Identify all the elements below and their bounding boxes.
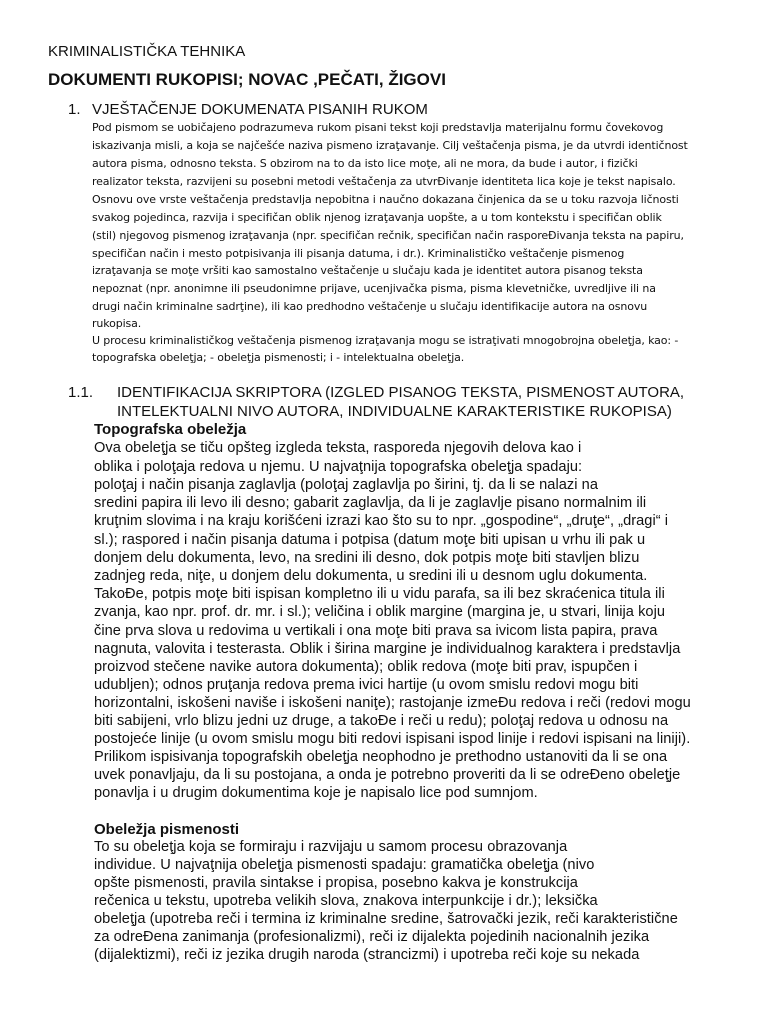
section-1-text-line: drugi način kriminalne sadrţine), ili kao predhodno veštačenje u slučaju identifikacije autora na osnovu	[92, 300, 648, 313]
section-1-text-line: topografska obeleţja; - obeleţja pismenosti; i - intelektualna obeleţja.	[92, 351, 465, 364]
topographic-heading: Topografska obeležja	[94, 421, 247, 438]
literacy-text-line: obeleţja (upotreba reči i termina iz kriminalne sredine, šatrovački jezik, reči karakteristične	[94, 911, 678, 927]
topographic-text-line: sl.); raspored i način pisanja datuma i potpisa (datum moţe biti upisan u vrhu ili pak u	[94, 532, 646, 548]
section-1-text-line: rukopisa.	[92, 317, 142, 330]
section-1-text-line: specifičan način i mesto potpisivanja ili pisanja datuma, i dr.). Kriminalističko veštačenje pismenog	[92, 247, 625, 260]
section-1-text-line: autora pisma, odnosno teksta. S obzirom na to da isto lice moţe, ali ne mora, da bude i autor, i fizički	[92, 157, 638, 170]
section-1-text-line: Osnovu ove vrste veštačenja predstavlja nepobitna i naučno dokazana činjenica da se u toku razvoja ličnosti	[92, 193, 679, 206]
section-1-text-line: iskazivanja misli, a koja se najčešće naziva pismeno izraţavanje. Cilj veštačenja pisma, je da utvrdi identičnost	[92, 139, 688, 152]
section-1-text-line: (stil) njegovog pismenog izraţavanja (npr. specifičan rečnik, specifičan način rasporeĐivanja teksta na papiru,	[92, 229, 684, 242]
section-1-1-title-line: INTELEKTUALNI NIVO AUTORA, INDIVIDUALNE KARAKTERISTIKE RUKOPISA)	[117, 403, 672, 420]
document-preheading: KRIMINALISTIČKA TEHNIKA	[48, 43, 246, 60]
section-1-text-line: realizator teksta, razvijeni su posebni metodi veštačenja za utvrĐivanje identiteta lica koje je tekst napisalo.	[92, 175, 676, 188]
literacy-text-line: individue. U najvaţnija obeleţja pismenosti spadaju: gramatička obeleţja (nivo	[94, 857, 595, 873]
topographic-text-line: sredini papira ili levo ili desno; gabarit zaglavlja, da li je zaglavlje pisano normalnim ili	[94, 495, 647, 511]
topographic-text-line: udubljen); odnos pruţanja redova prema ivici hartije (u ovom smislu redovi mogu biti	[94, 677, 639, 693]
section-1-1-number: 1.1.	[68, 384, 94, 401]
topographic-text-line: nagnuta, valovita i testerasta. Oblik i širina margine je individualnog karaktera i predstavlja	[94, 641, 681, 657]
section-1-text-line: nepoznat (npr. anonimne ili pseudonimne prijave, ucenjivačka pisma, pisma klevetničke, uvredljive ili na	[92, 282, 656, 295]
topographic-text-line: Prilikom ispisivanja topografskih obeleţja neophodno je prethodno ustanoviti da li se ona	[94, 749, 668, 765]
topographic-text-line: Ova obeleţja se tiču opšteg izgleda teksta, rasporeda njegovih delova kao i	[94, 440, 582, 456]
topographic-text-line: ponavlja i u drugim dokumentima koje je napisalo lice pod sumnjom.	[94, 785, 538, 801]
topographic-text-line: kruţnim slovima i na kraju korišćeni izrazi kao što su to npr. „gospodine“, „druţe“, „dragi“ i	[94, 513, 669, 529]
topographic-text-line: čine prva slova u redovima u vertikali i ona moţe biti prava sa ivicom lista papira, prava	[94, 623, 658, 639]
section-1-1-title-line: IDENTIFIKACIJA SKRIPTORA (IZGLED PISANOG TEKSTA, PISMENOST AUTORA,	[117, 384, 685, 401]
topographic-text-line: horizontalni, iskošeni naviše i iskošeni naniţe); rastojanje izmeĐu redova i reči (redovi mogu	[94, 695, 691, 711]
literacy-text-line: (dijalektizmi), reči iz jezika drugih naroda (strancizmi) i upotreba reči koje su nekada	[94, 947, 640, 963]
topographic-text-line: TakoĐe, potpis moţe biti ispisan kompletno ili u vidu parafa, sa ili bez skraćenica titula ili	[94, 586, 665, 602]
topographic-text-line: zvanja, kao npr. prof. dr. mr. i sl.); veličina i oblik margine (margina je, u stvari, linija koju	[94, 604, 666, 620]
topographic-text-line: zadnjeg reda, niţe, u donjem delu dokumenta, u sredini ili u desnom uglu dokumenta.	[94, 568, 648, 584]
topographic-text-line: oblika i poloţaja redova u njemu. U najvaţnija topografska obeleţja spadaju:	[94, 459, 583, 475]
section-1-title: VJEŠTAČENJE DOKUMENATA PISANIH RUKOM	[92, 101, 428, 118]
topographic-text-line: poloţaj i način pisanja zaglavlja (poloţaj zaglavlja po širini, tj. da li se nalazi na	[94, 477, 599, 493]
section-1-text-line: izraţavanja se moţe vršiti kao samostalno veštačenje u slučaju kada je identitet autora pisanog teksta	[92, 264, 643, 277]
document-title: DOKUMENTI RUKOPISI; NOVAC ,PEČATI, ŽIGOVI	[48, 70, 446, 89]
literacy-text-line: rečenica u tekstu, upotreba velikih slova, znakova interpunkcije i dr.); leksička	[94, 893, 598, 909]
section-1-text-line: U procesu kriminalističkog veštačenja pismenog izraţavanja mogu se istraţivati mnogobrojna obeleţja, kao: -	[92, 334, 679, 347]
section-1-text-line: Pod pismom se uobičajeno podrazumeva rukom pisani tekst koji predstavlja materijalnu formu čovekovog	[92, 121, 664, 134]
literacy-heading: Obeležja pismenosti	[94, 821, 240, 838]
topographic-text-line: postojeće linije (u ovom smislu mogu biti redovi ispisani ispod linije i redovi ispisani na liniji).	[94, 731, 691, 747]
literacy-text-line: opšte pismenosti, pravila sintakse i propisa, posebno kakva je konstrukcija	[94, 875, 578, 891]
literacy-text-line: To su obeleţja koja se formiraju i razvijaju u samom procesu obrazovanja	[94, 839, 568, 855]
section-1-number: 1.	[68, 101, 81, 118]
section-1-text-line: svakog pojedinca, razvija i specifičan oblik njenog izraţavanja uopšte, a u tom kontekstu i specifičan oblik	[92, 211, 662, 224]
topographic-text-line: biti sabijeni, vrlo blizu jedni uz druge, a takoĐe i reči u redu); poloţaj redova u odnosu na	[94, 713, 669, 729]
literacy-text-line: za odreĐena zanimanja (profesionalizmi), reči iz dijalekta pojedinih nacionalnih jezika	[94, 929, 650, 945]
topographic-text-line: donjem delu dokumenta, levo, na sredini ili desno, dok potpis moţe biti stavljen blizu	[94, 550, 640, 566]
topographic-text-line: uvek ponavljaju, da li su postojana, a onda je potrebno proveriti da li se odreĐeno obeleţje	[94, 767, 681, 783]
topographic-text-line: proizvod stečene navike autora dokumenta); oblik redova (moţe biti prav, ispupčen i	[94, 659, 638, 675]
